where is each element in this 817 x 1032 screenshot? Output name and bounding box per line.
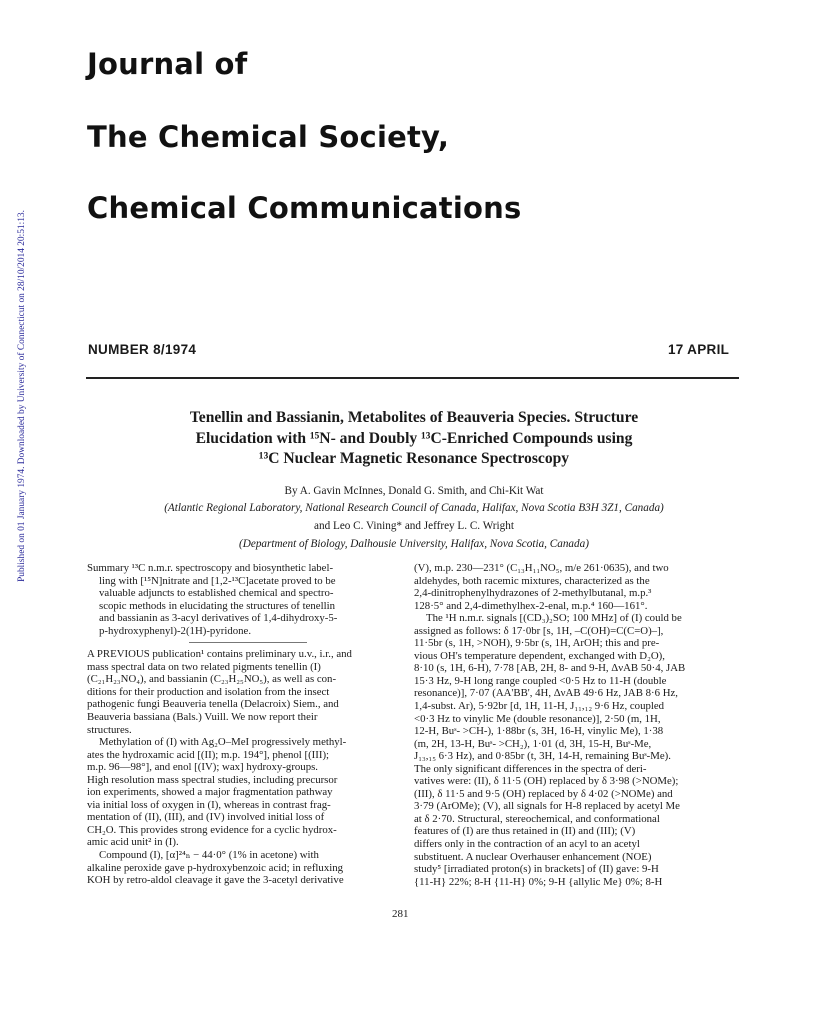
body-line: assigned as follows: δ 17·0br [s, 1H, –C(OH)=C(C=O)–],	[414, 624, 664, 637]
body-line: features of (I) are thus retained in (II) and (III); (V)	[414, 825, 636, 838]
body-line: High resolution mass spectral studies, including precursor	[87, 773, 338, 786]
body-line: ditions for their production and isolation from the insect	[87, 685, 330, 698]
body-line: {11-H} 22%; 8-H {11-H} 0%; 9-H {allylic Me} 0%; 8-H	[414, 875, 663, 888]
body-line: amic acid unit² in (I).	[87, 836, 179, 849]
body-line: Methylation of (I) with Ag₂O–MeI progressively methyl-	[99, 736, 347, 749]
body-line: <0·3 Hz to vinylic Me (double resonance)], 2·50 (m, 1H,	[414, 712, 661, 725]
journal-title-line2: The Chemical Society,	[87, 120, 450, 154]
body-line: mentation of (II), (III), and (IV) involved initial loss of	[87, 811, 325, 824]
body-line: The ¹H n.m.r. signals [(CD₃)₂SO; 100 MHz] of (I) could be	[426, 612, 682, 625]
summary-line: scopic methods in elucidating the structures of tenellin	[99, 599, 335, 612]
header-rule	[86, 377, 739, 379]
body-line: vious OH's temperature dependent, exchanged with D₂O),	[414, 649, 665, 662]
download-notice: Published on 01 January 1974. Downloaded by University of Connecticut on 28/10/2014 20:51:13.	[17, 210, 27, 582]
body-line: (III), δ 11·5 and 9·5 (OH) replaced by δ 4·02 (>NOMe) and	[414, 787, 673, 800]
affiliation-2: (Department of Biology, Dalhousie University, Halifax, Nova Scotia, Canada)	[239, 538, 589, 550]
right-column	[414, 562, 738, 888]
authors-line2: and Leo C. Vining* and Jeffrey L. C. Wright	[314, 520, 514, 532]
journal-title-line1: Journal of	[87, 47, 248, 81]
body-line: 128·5° and 2,4-dimethylhex-2-enal, m.p.⁴ 160—161°.	[414, 599, 648, 612]
body-line: 1,4-subst. Ar), 5·92br [d, 1H, 11-H, J₁₁,₁₂ 9·6 Hz, coupled	[414, 700, 665, 713]
body-line: at δ 2·70. Structural, stereochemical, and conformational	[414, 812, 660, 825]
issue-date: 17 APRIL	[668, 342, 730, 357]
body-line: study⁵ [irradiated proton(s) in brackets] of (II) gave: 9-H	[414, 863, 659, 876]
body-line: A PREVIOUS publication¹ contains preliminary u.v., i.r., and	[87, 648, 352, 661]
summary-divider	[189, 642, 307, 643]
body-line: 15·3 Hz, 9-H long range coupled <0·5 Hz to 11-H (double	[414, 674, 667, 687]
summary-line: p-hydroxyphenyl)-2(1H)-pyridone.	[99, 624, 252, 637]
body-line: structures.	[87, 723, 132, 736]
body-line: 11·5br (s, 1H, >NOH), 9·5br (s, 1H, ArOH; this and pre-	[414, 637, 660, 650]
body-line: mass spectral data on two related pigments tenellin (I)	[87, 660, 321, 673]
summary-line: and bassianin as 3-acyl derivatives of 1,4-dihydroxy-5-	[99, 612, 338, 625]
body-line: 12-H, Buˢ- >CH-), 1·88br (s, 3H, 16-H, vinylic Me), 1·38	[414, 725, 664, 738]
body-line: substituent. A nuclear Overhauser enhancement (NOE)	[414, 850, 652, 863]
body-line: (V), m.p. 230—231° (C₁₃H₁₁NO₅, m/e 261·0635), and two	[414, 562, 669, 574]
summary-line: ling with [¹⁵N]nitrate and [1,2-¹³C]acetate proved to be	[99, 574, 336, 587]
body-line: KOH by retro-aldol cleavage it gave the 3-acetyl derivative	[87, 874, 344, 887]
summary-line: valuable adjuncts to established chemical and spectro-	[99, 587, 334, 600]
body-line: alkaline peroxide gave p-hydroxybenzoic acid; in refluxing	[87, 861, 344, 874]
body-line: J₁₃,₁₅ 6·3 Hz), and 0·85br (t, 3H, 14-H, remaining Buˢ-Me).	[414, 750, 671, 763]
journal-title-line3: Chemical Communications	[87, 191, 522, 225]
title-line: ¹³C Nuclear Magnetic Resonance Spectroscopy	[258, 450, 570, 467]
summary-line: Summary ¹³C n.m.r. spectroscopy and biosynthetic label-	[87, 562, 334, 574]
body-line: m.p. 96—98°], and enol [(IV); wax] hydroxy-groups.	[87, 761, 319, 774]
body-line: The only significant differences in the spectra of deri-	[414, 762, 647, 775]
body-line: ion experiments, showed a major fragmentation pathway	[87, 786, 333, 799]
body-line: resonance)], 7·07 (AA'BB', 4H, ΔνAB 49·6 Hz, JAB 8·6 Hz,	[414, 687, 678, 700]
body-line: via initial loss of oxygen in (I), whereas in contrast frag-	[87, 798, 331, 811]
authors-line1: By A. Gavin McInnes, Donald G. Smith, and Chi-Kit Wat	[284, 485, 544, 497]
body-line: 3·79 (ArOMe); (V), all signals for H-8 replaced by acetyl Me	[414, 800, 680, 813]
body-line: differs only in the contraction of an acyl to an acetyl	[414, 838, 640, 851]
body-line: Beauveria bassiana (Bals.) Vuill. We now report their	[87, 711, 318, 724]
body-line: Compound (I), [α]²⁴ₙ − 44·0° (1% in acetone) with	[99, 849, 319, 862]
body-line: (m, 2H, 13-H, Buˢ- >CH₂), 1·01 (d, 3H, 15-H, Buˢ-Me,	[414, 737, 652, 750]
body-line: aldehydes, both racemic mixtures, characterized as the	[414, 574, 650, 587]
affiliation-1: (Atlantic Regional Laboratory, National Research Council of Canada, Halifax, Nova Scotia B3H 3Z1, Canada)	[164, 502, 664, 514]
body-line: pathogenic fungi Beauveria tenella (Delacroix) Siem., and	[87, 698, 339, 711]
title-line: Elucidation with ¹⁵N- and Doubly ¹³C-Enriched Compounds using	[195, 429, 633, 447]
body-line: (C₂₁H₂₃NO₄), and bassianin (C₂₃H₂₅NO₅), as well as con-	[87, 673, 337, 686]
article-title	[88, 408, 740, 470]
page-number: 281	[392, 908, 409, 920]
body-line: CH₂O. This provides strong evidence for a cyclic hydrox-	[87, 823, 337, 836]
body-line: ates the hydroxamic acid [(II); m.p. 194°], phenol [(III);	[87, 748, 330, 761]
body-line: vatives were: (II), δ 11·5 (OH) replaced by δ 3·98 (>NOMe);	[414, 775, 679, 788]
left-column	[87, 562, 411, 887]
issue-number: NUMBER 8/1974	[88, 342, 197, 357]
title-line: Tenellin and Bassianin, Metabolites of Beauveria Species. Structure	[189, 409, 639, 426]
body-line: 8·10 (s, 1H, 6-H), 7·78 [AB, 2H, 8- and 9-H, ΔνAB 50·4, JAB	[414, 662, 686, 675]
body-line: 2,4-dinitrophenylhydrazones of 2-methylbutanal, m.p.³	[414, 587, 652, 600]
